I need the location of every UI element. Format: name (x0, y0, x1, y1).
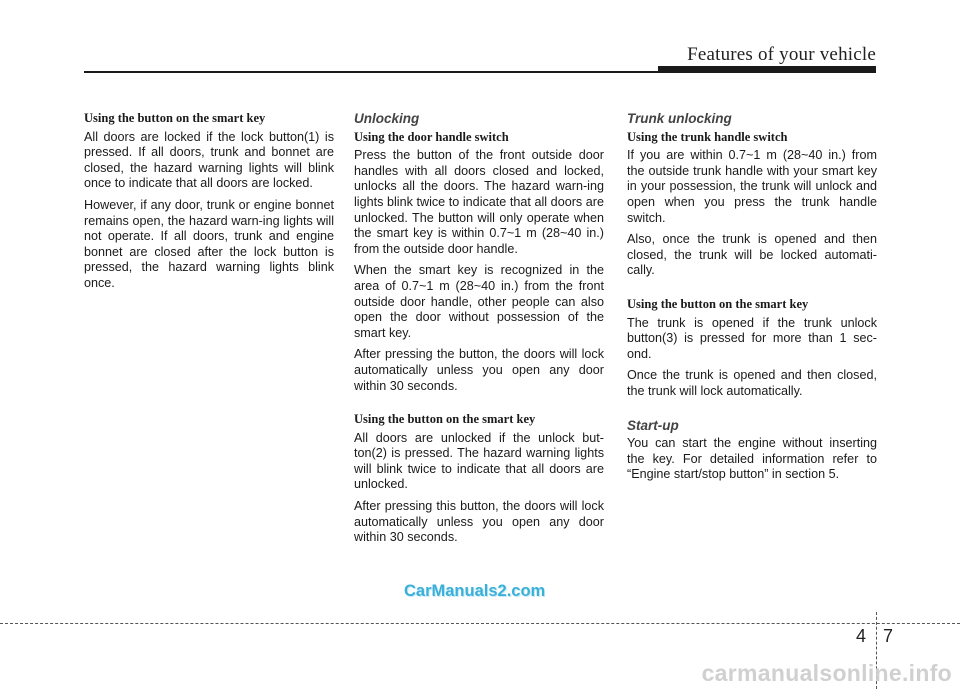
section-heading-start-up: Start-up (627, 417, 679, 433)
paragraph: However, if any door, trunk or engine bonnet remains open, the hazard warn-ing lights will not operate. If all doors, trunk and engine bonnet are closed after the lock button is pressed, the hazard warning lights blink once. (84, 197, 334, 290)
watermark-logo: CarManuals2.com (404, 582, 546, 600)
header-rule-accent (658, 66, 876, 73)
column-2 (354, 111, 604, 552)
header-rule (84, 71, 660, 73)
paragraph: You can start the engine without inserting the key. For detailed information refer to “Engine start/stop button” in section 5. (627, 436, 877, 482)
subheading-trunk-handle-switch: Using the trunk handle switch (627, 129, 788, 144)
column-1 (84, 111, 334, 298)
paragraph: Press the button of the front outside door handles with all doors closed and locked, unlocks all the doors. The hazard warn-ing lights blink twice to indicate that all doors are unlocked. The button will only operate when the smart key is within 0.7~1 m (28~40 in.) from the outside door handle. (354, 148, 604, 256)
section-heading-trunk-unlocking: Trunk unlocking (627, 111, 732, 126)
page-header-title: Features of your vehicle (687, 44, 876, 65)
page-number: 7 (883, 626, 894, 646)
subheading-smart-key-trunk: Using the button on the smart key (627, 296, 809, 311)
footer-divider (0, 623, 960, 624)
chapter-number: 4 (856, 626, 867, 646)
paragraph: When the smart key is recognized in the area of 0.7~1 m (28~40 in.) from the front outside door handle, other people can also open the door without possession of the smart key. (354, 263, 604, 340)
paragraph: Once the trunk is opened and then closed, the trunk will lock automatically. (627, 368, 877, 398)
paragraph: Also, once the trunk is opened and then closed, the trunk will be locked automati-cally. (627, 232, 877, 278)
paragraph: All doors are unlocked if the unlock but-ton(2) is pressed. The hazard warning lights will blink twice to indicate that all doors are unlocked. (354, 430, 604, 492)
paragraph: All doors are locked if the lock button(1) is pressed. If all doors, trunk and bonnet are closed, the hazard warning lights will blink once to indicate that all doors are locked. (84, 129, 334, 191)
paragraph: After pressing this button, the doors will lock automatically unless you open any door within 30 seconds. (354, 499, 604, 545)
subheading-smart-key-unlock: Using the button on the smart key (354, 412, 536, 427)
subheading-smart-key-lock: Using the button on the smart key (84, 111, 266, 125)
column-3 (627, 111, 877, 489)
paragraph: After pressing the button, the doors will lock automatically unless you open any door within 30 seconds. (354, 347, 604, 393)
section-heading-unlocking: Unlocking (354, 111, 420, 126)
subheading-door-handle-switch: Using the door handle switch (354, 129, 509, 144)
watermark-site: carmanualsonline.info (701, 660, 952, 686)
paragraph: The trunk is opened if the trunk unlock button(3) is pressed for more than 1 sec-ond. (627, 315, 877, 361)
paragraph: If you are within 0.7~1 m (28~40 in.) from the outside trunk handle with your smart key in your possession, the trunk will unlock and open when you press the trunk handle switch. (627, 148, 877, 225)
